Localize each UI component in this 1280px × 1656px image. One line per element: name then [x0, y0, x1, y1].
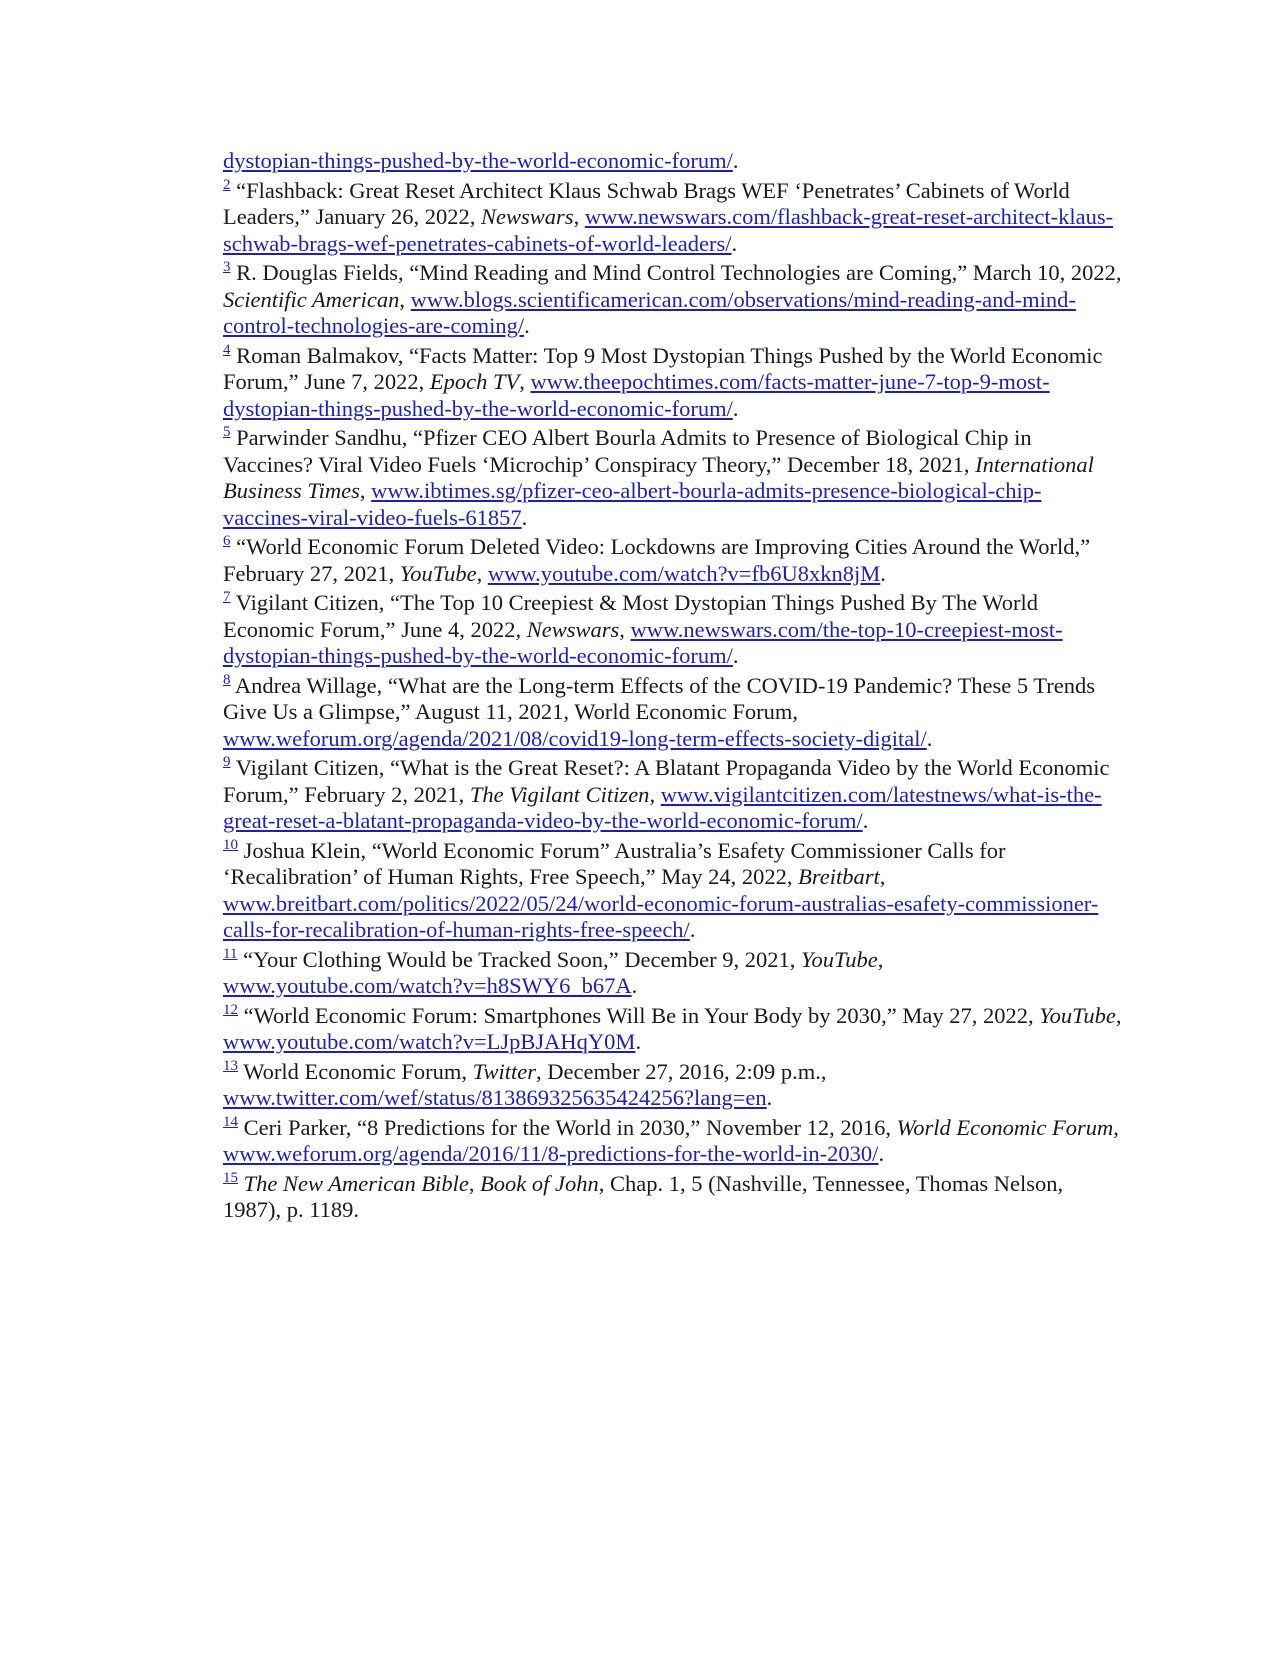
- endnote-text-mid: ,: [476, 560, 488, 586]
- endnote-text-mid: ,: [519, 369, 531, 394]
- endnote-source: YouTube: [399, 560, 477, 586]
- endnote-2: [223, 178, 1123, 258]
- endnote-4: [223, 343, 1123, 423]
- endnote-text: Joshua Klein, “World Economic Forum” Australia’s Esafety Commissioner Calls for ‘Recalibration’ of Human Rights, Free Speech,” May 24, 2022,: [223, 837, 1006, 889]
- endnote-text-mid: , December 27, 2016, 2:09 p.m.,: [535, 1058, 827, 1084]
- endnote-source: Newswars: [481, 204, 574, 229]
- endnote-8: [223, 673, 1123, 753]
- endnote-source: Twitter: [472, 1058, 536, 1084]
- endnotes-page: [223, 148, 1123, 1227]
- endnote-text: “Flashback: Great Reset Architect Klaus Schwab Brags WEF ‘Penetrates’ Cabinets of World Leaders,” January 26, 2022,: [223, 177, 1070, 229]
- endnote-link[interactable]: www.vigilantcitizen.com/latestnews/what-is-the-great-reset-a-blatant-propaganda-video-by-the-world-economic-forum/: [223, 781, 1102, 833]
- endnote-tail: .: [732, 395, 739, 421]
- endnote-number[interactable]: 3: [223, 259, 231, 275]
- endnote-text-mid: ,: [1113, 1114, 1119, 1140]
- endnote-link[interactable]: www.newswars.com/the-top-10-creepiest-most-dystopian-things-pushed-by-the-world-economic-forum/: [223, 616, 1063, 668]
- endnote-7: [223, 590, 1123, 670]
- endnote-source: Epoch TV: [429, 369, 520, 394]
- endnote-link[interactable]: www.ibtimes.sg/pfizer-ceo-albert-bourla-admits-presence-biological-chip-vaccines-viral-video-fuels-61857: [223, 478, 1042, 530]
- endnote-number[interactable]: 7: [223, 589, 231, 605]
- endnote-continuation: [223, 148, 1123, 175]
- endnote-link[interactable]: www.breitbart.com/politics/2022/05/24/world-economic-forum-australias-esafety-commissioner-calls-for-recalibration-of-human-rights-free-speech/: [223, 890, 1099, 942]
- endnote-text-mid: ,: [359, 478, 372, 503]
- endnote-text: , Chap. 1, 5 (Nashville, Tennessee, Thomas Nelson, 1987), p. 1189.: [223, 1170, 1064, 1222]
- endnote-number[interactable]: 15: [223, 1169, 238, 1186]
- endnote-tail: .: [635, 1029, 642, 1054]
- endnote-text-mid: ,: [877, 946, 884, 972]
- endnote-6: [223, 534, 1123, 587]
- endnote-link[interactable]: www.blogs.scientificamerican.com/observations/mind-reading-and-mind-control-technologies-are-coming/: [223, 286, 1076, 338]
- endnote-link[interactable]: dystopian-things-pushed-by-the-world-economic-forum/: [223, 148, 733, 173]
- endnote-tail: .: [926, 725, 933, 751]
- endnote-tail: .: [521, 504, 528, 530]
- endnote-source: World Economic Forum: [896, 1114, 1114, 1140]
- endnote-tail: .: [766, 1085, 773, 1110]
- endnote-source: YouTube: [1039, 1002, 1116, 1028]
- endnote-source-book: Book of John: [480, 1170, 599, 1196]
- endnote-text-mid: ,: [1115, 1002, 1122, 1028]
- endnote-number[interactable]: 13: [223, 1057, 238, 1074]
- endnote-source: International Business Times: [223, 451, 1094, 503]
- endnote-tail: .: [880, 560, 886, 586]
- endnote-13: [223, 1059, 1123, 1112]
- endnote-3: [223, 260, 1123, 340]
- endnote-text-mid: ,: [619, 616, 631, 642]
- endnote-text: R. Douglas Fields, “Mind Reading and Mind Control Technologies are Coming,” March 10, 2022,: [230, 260, 1122, 285]
- endnote-number[interactable]: 12: [223, 1001, 238, 1018]
- endnote-text: Parwinder Sandhu, “Pfizer CEO Albert Bourla Admits to Presence of Biological Chip in Vaccines? Viral Video Fuels ‘Microchip’ Conspiracy Theory,” December 18, 2021,: [223, 425, 1032, 477]
- endnote-text: Ceri Parker, “8 Predictions for the World in 2030,” November 12, 2016,: [238, 1114, 897, 1140]
- endnote-number[interactable]: 11: [223, 945, 238, 962]
- endnote-text-mid: ,: [573, 204, 585, 229]
- endnote-link[interactable]: www.youtube.com/watch?v=h8SWY6_b67A: [223, 973, 632, 998]
- endnote-5: [223, 425, 1123, 531]
- endnote-text-mid: ,: [879, 864, 886, 889]
- endnote-link[interactable]: www.weforum.org/agenda/2021/08/covid19-long-term-effects-society-digital/: [223, 725, 927, 751]
- endnote-link[interactable]: www.theepochtimes.com/facts-matter-june-7-top-9-most-dystopian-things-pushed-by-the-world-economic-forum/: [223, 369, 1050, 421]
- endnote-tail: .: [732, 148, 739, 173]
- endnote-source: Scientific American: [223, 286, 400, 312]
- endnote-number[interactable]: 8: [223, 671, 231, 688]
- endnote-9: [223, 755, 1123, 835]
- endnote-10: [223, 838, 1123, 944]
- endnote-tail: .: [862, 808, 869, 833]
- endnote-source: Newswars: [526, 616, 620, 642]
- endnote-text: “World Economic Forum: Smartphones Will Be in Your Body by 2030,” May 27, 2022,: [238, 1002, 1040, 1028]
- endnote-text-mid: ,: [399, 286, 411, 312]
- endnote-text: Andrea Willage, “What are the Long-term Effects of the COVID-19 Pandemic? These 5 Trends Give Us a Glimpse,” August 11, 2021, World Economic Forum,: [223, 672, 1095, 724]
- endnote-link[interactable]: www.youtube.com/watch?v=LJpBJAHqY0M: [223, 1029, 636, 1054]
- endnote-11: [223, 947, 1123, 1000]
- endnote-link[interactable]: www.newswars.com/flashback-great-reset-architect-klaus-schwab-brags-wef-penetrates-cabinets-of-world-leaders/: [223, 204, 1114, 256]
- endnote-tail: .: [689, 917, 696, 942]
- endnote-text-mid: ,: [649, 781, 661, 807]
- endnote-link[interactable]: www.weforum.org/agenda/2016/11/8-predictions-for-the-world-in-2030/: [223, 1141, 879, 1166]
- endnote-number[interactable]: 6: [223, 533, 231, 549]
- endnote-text: “Your Clothing Would be Tracked Soon,” December 9, 2021,: [237, 946, 802, 972]
- endnote-number[interactable]: 5: [223, 424, 231, 440]
- endnote-tail: .: [524, 313, 530, 338]
- endnote-tail: .: [731, 230, 738, 256]
- endnote-number[interactable]: 4: [223, 341, 231, 358]
- endnote-number[interactable]: 2: [223, 176, 231, 193]
- endnote-link[interactable]: www.youtube.com/watch?v=fb6U8xkn8jM: [487, 560, 881, 586]
- endnote-12: [223, 1003, 1123, 1056]
- endnote-link[interactable]: www.twitter.com/wef/status/813869325635424256?lang=en: [223, 1085, 767, 1110]
- endnote-text: Vigilant Citizen, “The Top 10 Creepiest & Most Dystopian Things Pushed By The World Economic Forum,” June 4, 2022,: [223, 590, 1039, 642]
- endnote-text: World Economic Forum,: [238, 1058, 473, 1084]
- endnote-number[interactable]: 14: [223, 1113, 238, 1130]
- endnote-source: Breitbart: [798, 864, 880, 889]
- endnote-number[interactable]: 10: [223, 836, 238, 853]
- endnote-text: Roman Balmakov, “Facts Matter: Top 9 Most Dystopian Things Pushed by the World Economic Forum,” June 7, 2022,: [223, 342, 1103, 394]
- endnote-text: “World Economic Forum Deleted Video: Lockdowns are Improving Cities Around the World,” February 27, 2021,: [223, 534, 1091, 586]
- endnote-16: [223, 1171, 1123, 1224]
- endnote-source: The Vigilant Citizen: [469, 781, 650, 807]
- endnote-number[interactable]: 9: [223, 754, 231, 770]
- endnote-text: Vigilant Citizen, “What is the Great Reset?: A Blatant Propaganda Video by the World Economic Forum,” February 2, 2021,: [223, 755, 1110, 807]
- endnote-14: [223, 1115, 1123, 1168]
- endnote-source: YouTube: [801, 946, 878, 972]
- endnote-source: The New American Bible: [243, 1170, 469, 1196]
- endnote-separator: ,: [468, 1170, 481, 1196]
- endnote-tail: .: [878, 1141, 885, 1166]
- endnote-tail: .: [732, 643, 739, 668]
- endnote-tail: .: [631, 973, 638, 998]
